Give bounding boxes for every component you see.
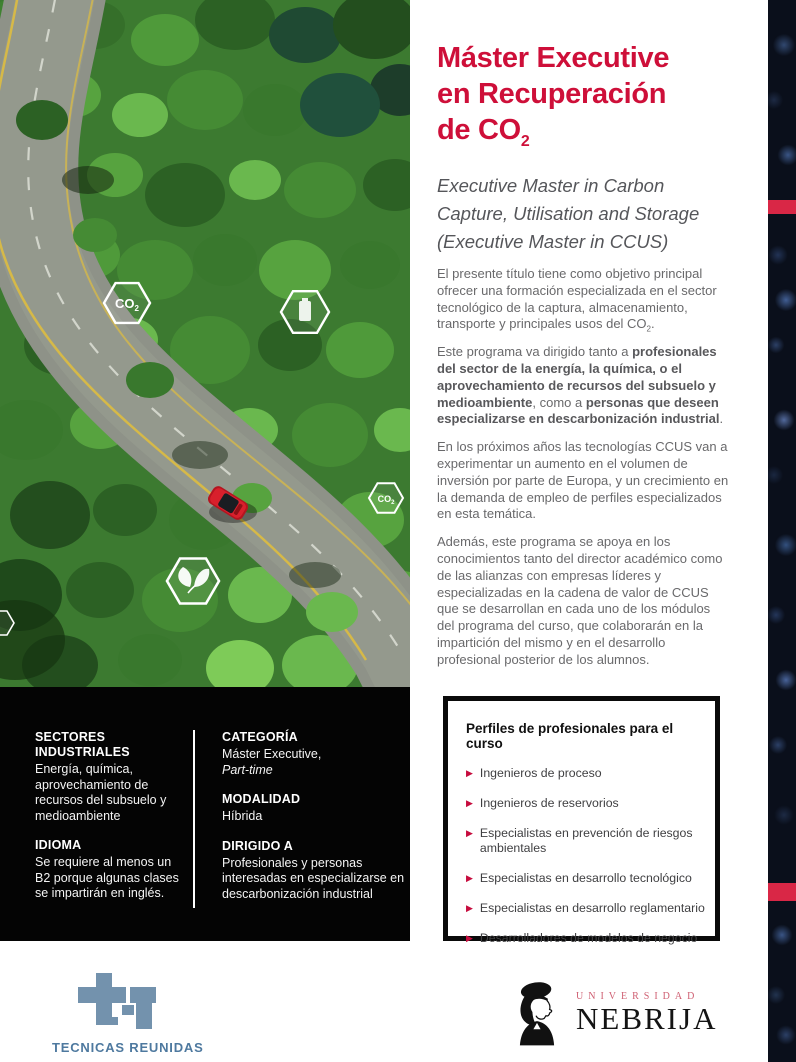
intro-paragraph-3: En los próximos años las tecnologías CCUS van a experimentar un aumento en el volumen de inversión por parte de Europa, y un crecimiento en la demanda de empleo de perfiles especializados en esta temática.: [437, 439, 729, 522]
forest-photo-illustration: [0, 0, 410, 687]
svg-text:CO2: $CO_2$: [115, 296, 139, 313]
nebrija-wordmark: [576, 991, 717, 1035]
list-item: [466, 901, 709, 916]
profile-item-label: Especialistas en prevención de riesgos ambientales: [479, 826, 693, 855]
facts-column-right: [222, 730, 407, 916]
facts-section-modalidad: [222, 792, 407, 825]
tecnicas-reunidas-tr-icon: [78, 973, 158, 1037]
facts-body: Se requiere al menos un B2 porque algunas clases se impartirán en inglés.: [35, 855, 179, 900]
co2-hexagon-icon-small: [369, 483, 403, 512]
profile-item-label: Especialistas en desarrollo reglamentario: [479, 901, 705, 915]
intro-paragraph-4: Además, este programa se apoya en los conocimientos tanto del director académico como de las alianzas con empresas líderes y especializadas en la cadena de valor de CCUS que se desarrollan en cada uno de los módulos del programa del curso, que colaborarán en la impartición del mismo y en el desarrollo profesional posterior de los alumnos.: [437, 534, 723, 667]
leaf-hexagon-icon: [167, 559, 219, 604]
panel-divider: [193, 730, 195, 908]
profile-item-label: Especialistas en desarrollo tecnológico: [479, 871, 692, 885]
red-accent-band-bottom: [768, 883, 796, 901]
list-item: [466, 766, 709, 781]
tecnicas-reunidas-logo: [52, 973, 204, 1055]
facts-heading: MODALIDAD: [222, 792, 301, 806]
intro-paragraph-2: Este programa va dirigido tanto a profesionales del sector de la energía, la química, o el aprovechamiento de recursos del subsuelo y medioambiente, como a personas que deseen especializarse en descarbonización industrial.: [437, 344, 724, 427]
facts-body-italic: Part-time: [222, 762, 273, 777]
profile-item-label: Desarrolladores de modelos de negocio: [479, 931, 698, 945]
intro-paragraph-1: El presente título tiene como objetivo principal ofrecer una formación especializada en el sector tecnológico de la captura, almacenamiento, transporte y principales usos del $CO_2$.: [437, 266, 717, 334]
arrow-bullet-icon: ▶: [466, 903, 473, 913]
facts-section-categoria: [222, 730, 407, 778]
facts-body: Energía, química, aprovechamiento de recursos del subsuelo y medioambiente: [35, 762, 167, 823]
facts-section-sectores: [35, 730, 187, 824]
professional-profiles-box: [443, 696, 720, 945]
list-item: [466, 871, 709, 886]
facts-body: Híbrida: [222, 809, 263, 823]
facts-heading: DIRIGIDO A: [222, 838, 293, 853]
list-item: [466, 826, 709, 856]
intro-paragraphs: [437, 266, 730, 680]
co2-hexagon-icon: [104, 283, 150, 323]
arrow-bullet-icon: ▶: [466, 933, 473, 943]
tecnicas-reunidas-wordmark: TECNICAS REUNIDAS: [52, 1040, 204, 1055]
title-line-3: de CO: [437, 114, 521, 146]
facts-body: Máster Executive,: [222, 747, 322, 761]
arrow-bullet-icon: ▶: [466, 768, 473, 778]
facts-heading: CATEGORÍA: [222, 730, 298, 744]
page-title: [437, 40, 737, 148]
facts-heading: IDIOMA: [35, 838, 82, 852]
page-subtitle: Executive Master in Carbon Capture, Utilisation and Storage (Executive Master in CCUS): [437, 175, 700, 252]
nebrija-name-label: NEBRIJA: [576, 1001, 718, 1036]
svg-text:CO2: $CO_2$: [377, 494, 395, 506]
right-edge-photo-strip: [768, 0, 796, 1062]
facts-body: Profesionales y personas interesadas en especializarse en descarbonización industrial: [222, 855, 405, 901]
arrow-bullet-icon: ▶: [466, 873, 473, 883]
nebrija-universidad-label: UNIVERSIDAD: [576, 991, 700, 1002]
aerial-forest-road-photo: [0, 0, 410, 687]
title-line-2: en Recuperación: [437, 78, 667, 110]
facts-section-dirigido: [222, 839, 407, 903]
profile-item-label: Ingenieros de reservorios: [479, 796, 619, 810]
title-subscript: 2: [520, 132, 530, 150]
facts-section-idioma: [35, 838, 187, 902]
red-accent-band-top: [768, 200, 796, 214]
battery-hexagon-icon: [281, 291, 329, 333]
title-line-1: Máster Executive: [437, 42, 670, 74]
nebrija-scholar-portrait-icon: [510, 978, 564, 1048]
list-item: [466, 931, 709, 946]
facts-heading: SECTORES INDUSTRIALES: [35, 730, 130, 759]
facts-column-left: [35, 730, 187, 916]
arrow-bullet-icon: ▶: [466, 798, 473, 808]
profile-item-label: Ingenieros de proceso: [479, 766, 602, 780]
profiles-box-title: Perfiles de profesionales para el curso: [466, 721, 674, 751]
nebrija-logo: [510, 978, 717, 1048]
list-item: [466, 796, 709, 811]
arrow-bullet-icon: ▶: [466, 828, 473, 838]
